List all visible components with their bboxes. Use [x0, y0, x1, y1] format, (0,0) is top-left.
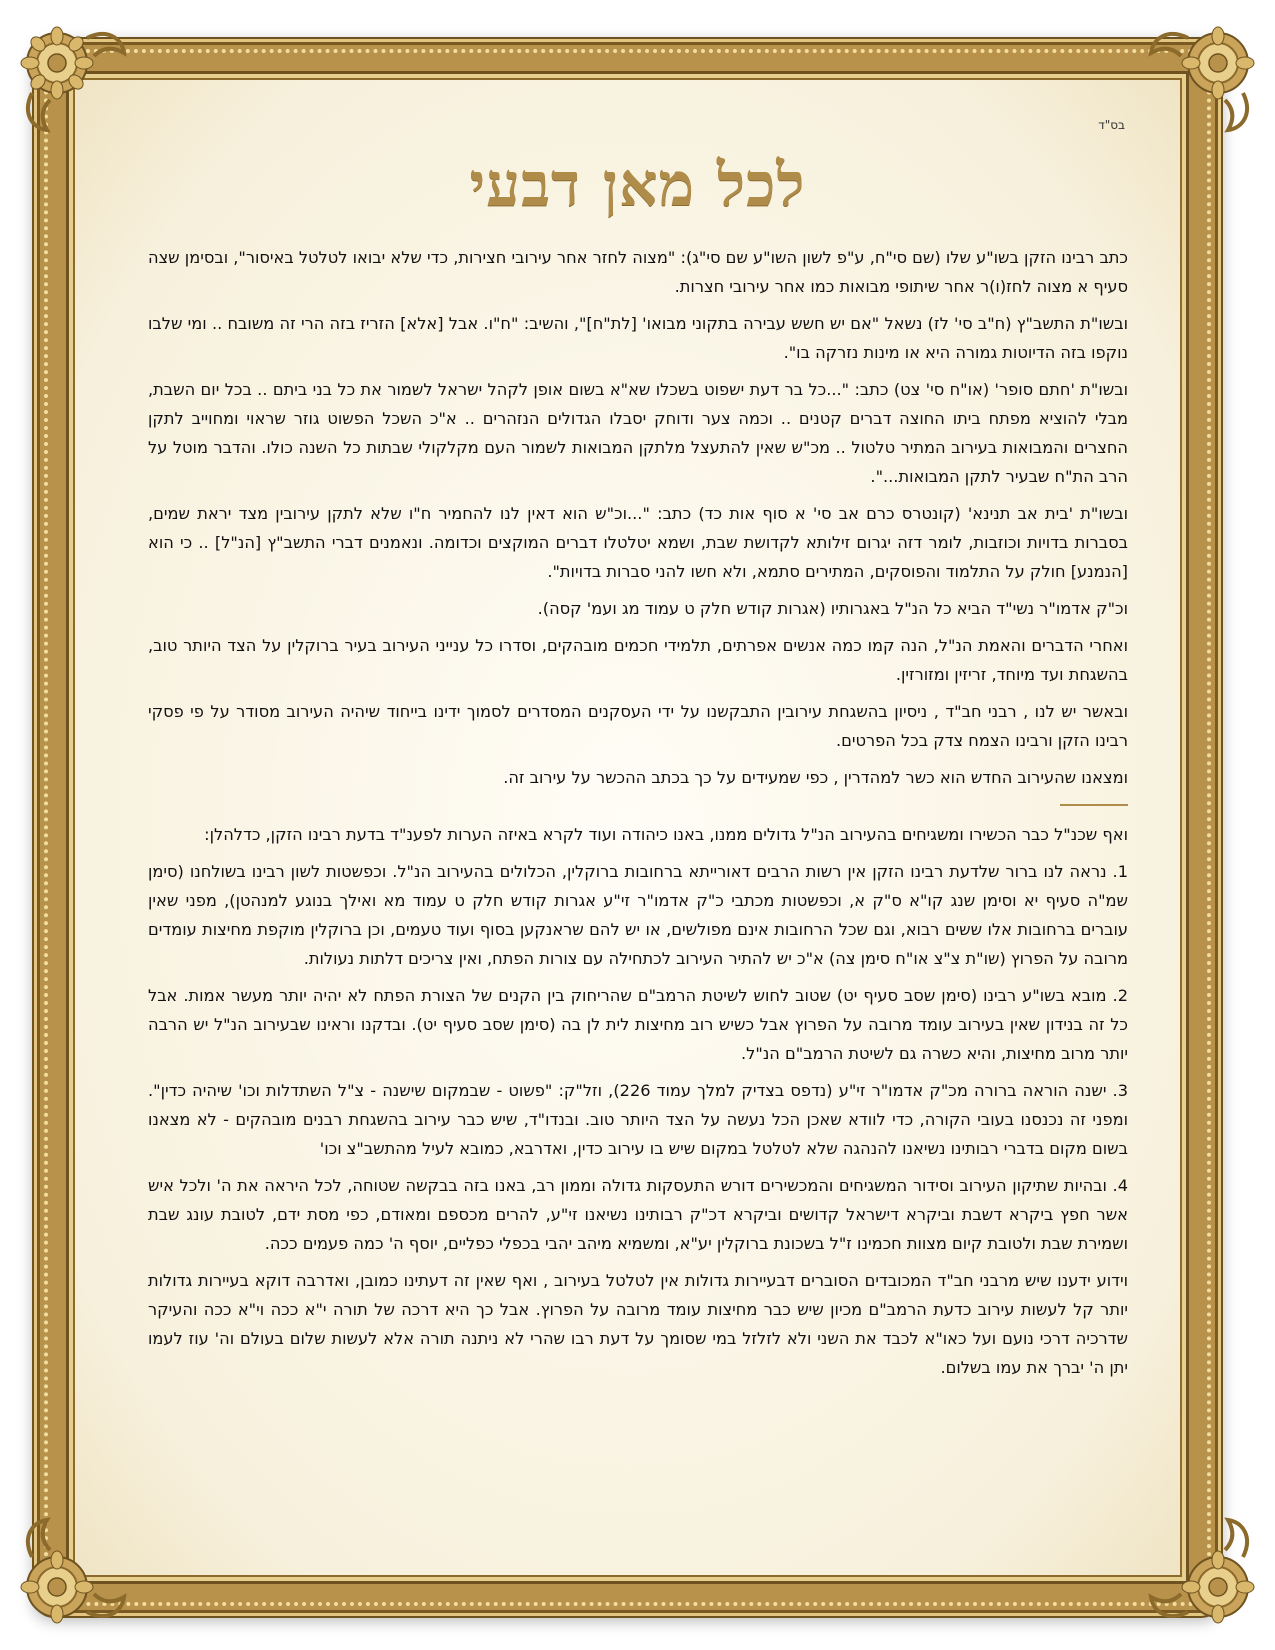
paragraph: כתב רבינו הזקן בשו"ע שלו (שם סי"ח, ע"פ לשון השו"ע שם סי"ג): "מצוה לחזר אחר עירובי חצירות, כדי שלא יבואו לטלטל באיסור", ובסימן שצה סעיף א מצוה לחז(ו)ר אחר שיתופי מבואות כמו אחר עירובי חצרות. — [148, 248, 1128, 296]
paragraph: ובשו"ת 'חתם סופר' (או"ח סי' צט) כתב: "...כל בר דעת ישפוט בשכלו שא"א בשום אופן לקהל ישראל לשמור את כל בני ביתם .. בכל יום השבת, מבלי להוציא מפתח ביתו החוצה דברים קטנים .. וכמה צער ודוחק יסבלו הגדולים הנזהרים .. א"כ השכל הפשוט גוזר שראוי ומחוייב לתקן החצרים והמבואות בעירוב המתיר טלטול .. מכ"ש שאין להתעצל מלתקן המבואות לשמור העם מקלקולי שבתות כל השנה כולו. והדבר מוטל על הרב הת"ח שבעיר לתקן המבואות...". — [148, 380, 1128, 486]
bsd-header: בס"ד — [1098, 118, 1125, 132]
numbered-paragraph: 4. ובהיות שתיקון העירוב וסידור המשגיחים והמכשירים דורש התעסקות גדולה וממון רב, באנו בזה בבקשה שטוחה, לכל היראה את ה' ולכל איש אשר חפץ ביקרא דשבת וביקרא דישראל קדושים וביקרא דכ"ק רבותינו נשיאנו זי"ע, להרים מכספם ומאודם, כפי מסת ידם, לטובת עונג שבת ושמירת שבת ולטובת קיום מצוות חכמינו ז"ל בשכונת ברוקלין יע"א, ומשמיא מיהב יהבי בכפלי כפליים, יוסף ה' כמה פעמים ככה. — [148, 1176, 1128, 1253]
paragraph: ואף שכנ"ל כבר הכשירו ומשגיחים בהעירוב הנ"ל גדולים ממנו, באנו כיהודה ועוד לקרא באיזה הערות לפענ"ד בדעת רבינו הזקן, כדלהלן: — [204, 825, 1128, 844]
paragraph: וכ"ק אדמו"ר נשי"ד הביא כל הנ"ל באגרותיו (אגרות קודש חלק ט עמוד מג ועמ' קסה). — [537, 599, 1128, 618]
section-divider — [1060, 804, 1128, 806]
paragraph: ובאשר יש לנו , רבני חב"ד , ניסיון בהשגחת עירובין התבקשנו על ידי העסקנים המסדרים לסמוך ידינו בייחוד שיהיה העירוב מסודר על פי פסקי רבינו הזקן ורבינו הצמח צדק בכל הפרטים. — [148, 702, 1128, 750]
numbered-paragraph: 3. ישנה הוראה ברורה מכ"ק אדמו"ר זי"ע (נדפס בצדיק למלך עמוד 226), וזל"ק: "פשוט - שבמקום שישנה - צ"ל השתדלות וכו' שיהיה כדין". ומפני זה נכנסנו בעובי הקורה, כדי לוודא שאכן הכל נעשה על הצד היותר טוב. ובנדו"ד, שיש כבר עירוב בהשגחת רבנים מובהקים - לא מצאנו בשום מקום בדברי רבותינו נשיאנו להנהגה שלא לטלטל במקום שיש בו עירוב כדין, ואדרבא, כמובא לעיל מהתשב"צ וכו' — [148, 1081, 1128, 1158]
ornate-corner-flower-icon — [12, 18, 132, 138]
ornate-corner-flower-icon — [12, 1512, 132, 1632]
page-title: לכל מאן דבעי — [469, 150, 806, 220]
paragraph: ואחרי הדברים והאמת הנ"ל, הנה קמו כמה אנשים אפרתים, תלמידי חכמים מובהקים, וסדרו כל ענייני העירוב בעיר ברוקלין על הצד היותר טוב, בהשגחת ועד מיוחד, זריזין ומזורזין. — [148, 636, 1128, 684]
closing-paragraph: וידוע ידענו שיש מרבני חב"ד המכובדים הסוברים דבעיירות גדולות אין לטלטל בעירוב , ואף שאין זה דעתינו כמובן, ואדרבה דוקא בעיירות גדולות יותר קל לעשות עירוב כדעת הרמב"ם מכיון שיש כבר מחיצות עומד מרובה על הפרוץ. אבל כך היא דרכה של תורה י"א ככה וי"א ככה והעיקר שדרכיה דרכי נועם ועל כאו"א לכבד את השני ולא לזלזל במי שסומך על דעת רבו שהרי לא ניתנה תורה אלא לעשות שלום בעולם וה' עוז לעמו יתן ה' יברך את עמו בשלום. — [148, 1271, 1128, 1377]
paragraph: ובשו"ת 'בית אב תנינא' (קונטרס כרם אב סי' א סוף אות כד) כתב: "...וכ"ש הוא דאין לנו להחמיר ח"ו שלא לתקן עירובין מצד יראת שמים, בסברות בדויות וכוזבות, לומר דזה יגרום זילותא לקדושת שבת, ושמא יטלטלו דברים המוקצים וכדומה. ונאמנים דברי התשב"ץ [הנ"ל] .. כי הוא [הנמנע] חולק על התלמוד והפוסקים, המתירים סתמא, ולא חשו להני סברות בדויות". — [148, 504, 1128, 581]
ornate-corner-flower-icon — [1143, 18, 1263, 138]
paragraph: ומצאנו שהעירוב החדש הוא כשר למהדרין , כפי שמעידים על כך בכתב ההכשר על עירוב זה. — [503, 768, 1128, 787]
ornate-corner-flower-icon — [1143, 1512, 1263, 1632]
numbered-paragraph: 1. נראה לנו ברור שלדעת רבינו הזקן אין רשות הרבים דאורייתא ברחובות ברוקלין, הכלולים בהעירוב הנ"ל. וכפשטות לשון רבינו בשולחנו (סימן שמ"ה סעיף יא וסימן שנג קו"א ס"ק א, וכפשטות מכתבי כ"ק אדמו"ר זי"ע אגרות קודש חלק ט עמוד מא ואילך בנוגע למנהטן), מפני שאין עוברים ברחובות אלו ששים רבוא, וגם שכל הרחובות אינם מפולשים, או יש להם שראנקען בסוף ועוד טעמים, וכן ברוקלין מוקפת מחיצות עומדים מרובה על הפרוץ (שו"ת צ"צ או"ח סימן צה) א"כ יש להתיר העירוב לכתחילה עם צורות הפתח, ואין צריכים דלתות נעולות. — [148, 862, 1128, 968]
paragraph: ובשו"ת התשב"ץ (ח"ב סי' לז) נשאל "אם יש חשש עבירה בתקוני מבואו' [לת"ח]", והשיב: "ח"ו. אבל [אלא] הזריז בזה הרי זה משובח .. ומי שלבו נוקפו בזה הדיוטות גמורה היא או מינות נזרקה בו". — [148, 314, 1128, 362]
numbered-paragraph: 2. מובא בשו"ע רבינו (סימן שסב סעיף יט) שטוב לחוש לשיטת הרמב"ם שהריחוק בין הקנים של הצורת הפתח לא יהיה יותר מעשר אמות. אבל כל זה בנידון שאין בעירוב עומד מרובה על הפרוץ אבל כשיש רוב מחיצות לית לן בה (סימן שסב סעיף יט). ובדקנו וראינו שבעירוב הנ"ל יש הרבה יותר מרוב מחיצות, והיא כשרה גם לשיטת הרמב"ם הנ"ל. — [148, 986, 1128, 1063]
letter-body — [148, 243, 1128, 1390]
